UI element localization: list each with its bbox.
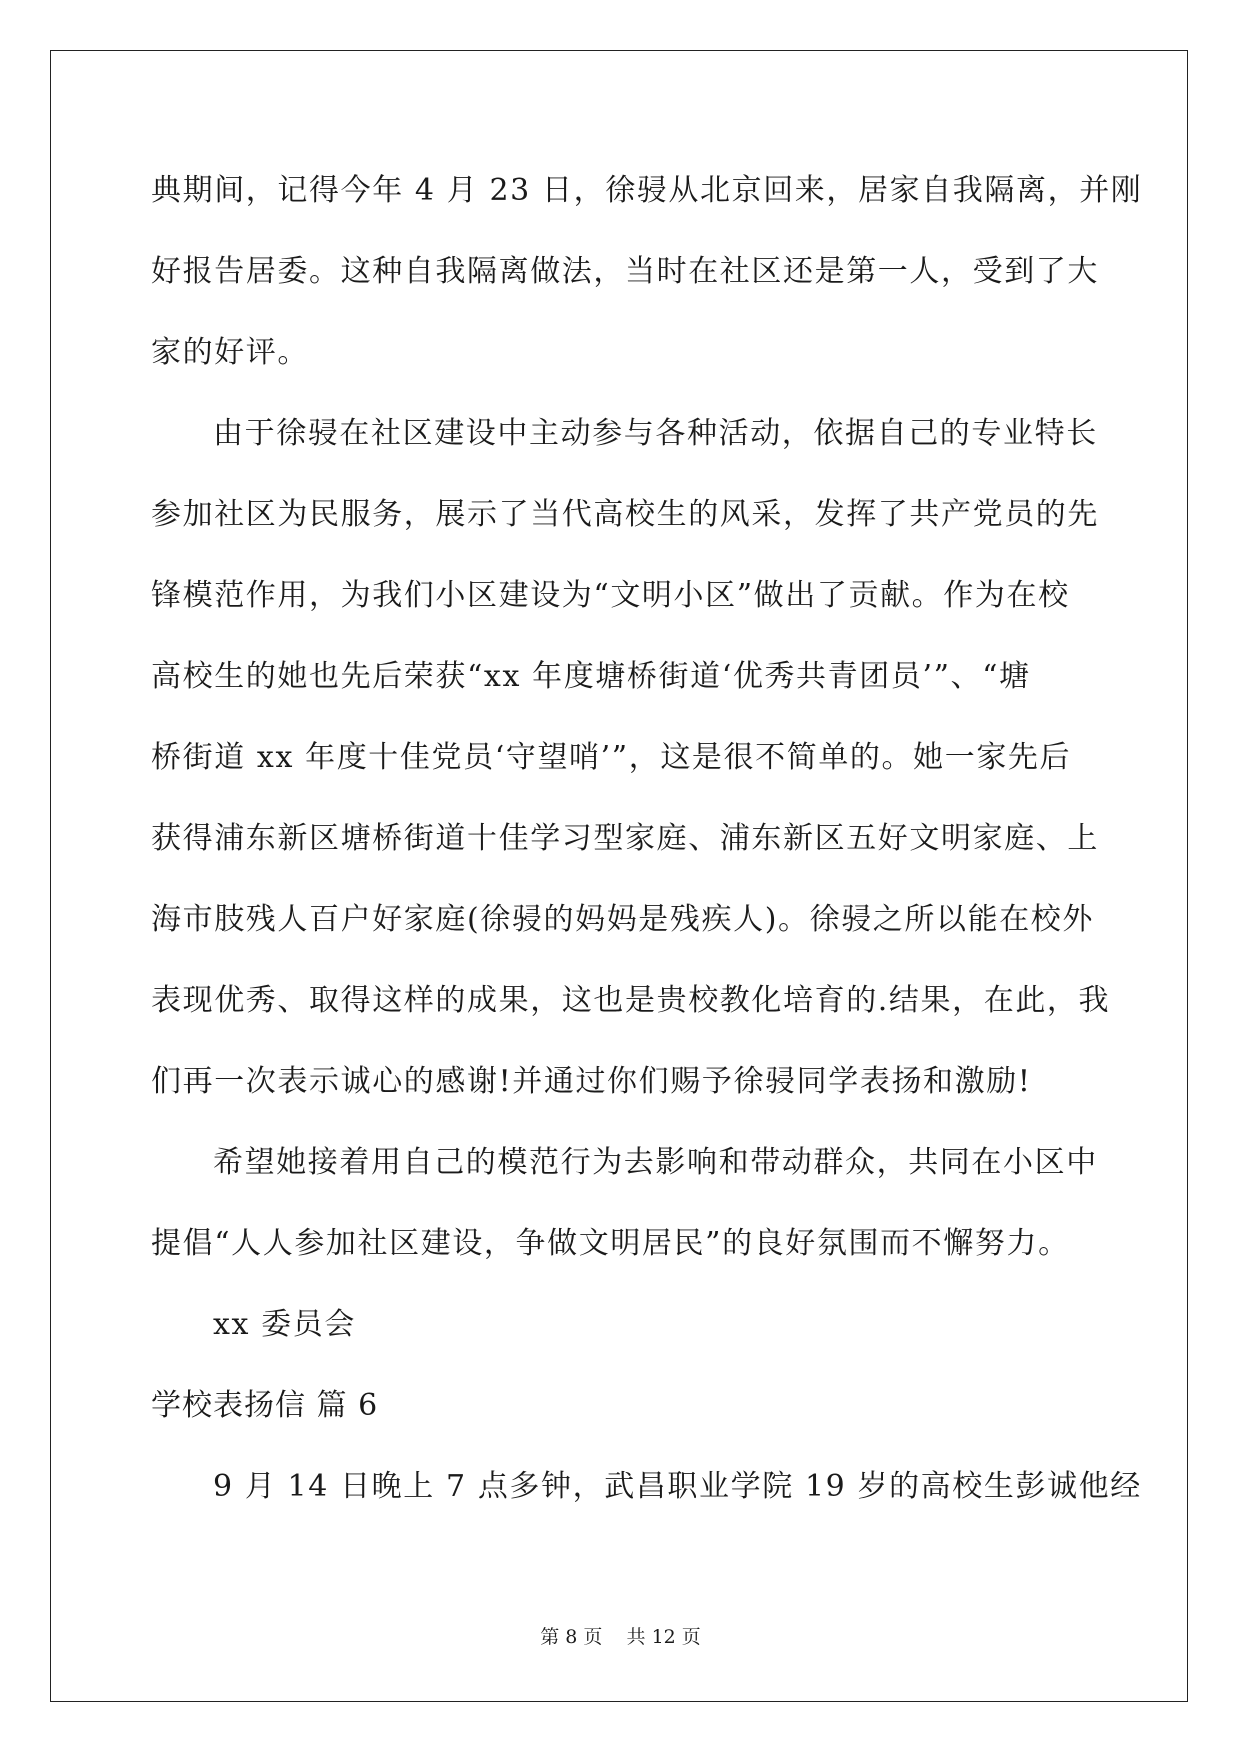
text-line: 好报告居委。这种自我隔离做法，当时在社区还是第一人，受到了大 [151, 254, 1099, 289]
paragraph-start-line: 由于徐骎在社区建设中主动参与各种活动，依据自己的专业特长 [213, 416, 1098, 451]
text-line: 高校生的她也先后荣获“xx 年度塘桥街道‘优秀共青团员’”、“塘 [151, 659, 1031, 694]
section-heading: 学校表扬信 篇 6 [151, 1388, 379, 1423]
page-number-footer: 第 8 页 共 12 页 [540, 1626, 701, 1648]
text-line: 们再一次表示诚心的感谢!并通过你们赐予徐骎同学表扬和激励! [151, 1064, 1032, 1099]
text-line: 提倡“人人参加社区建设，争做文明居民”的良好氛围而不懈努力。 [151, 1226, 1070, 1261]
text-line: 海市肢残人百户好家庭(徐骎的妈妈是残疾人)。徐骎之所以能在校外 [151, 902, 1095, 937]
text-line: 参加社区为民服务，展示了当代高校生的风采，发挥了共产党员的先 [151, 497, 1099, 532]
signature-line: xx 委员会 [213, 1307, 356, 1342]
paragraph-start-line: 9 月 14 日晚上 7 点多钟，武昌职业学院 19 岁的高校生彭诚他经 [213, 1469, 1142, 1504]
text-line: 典期间，记得今年 4 月 23 日，徐骎从北京回来，居家自我隔离，并刚 [151, 173, 1143, 208]
text-line: 桥街道 xx 年度十佳党员‘守望哨’”，这是很不简单的。她一家先后 [151, 740, 1072, 775]
text-line: 获得浦东新区塘桥街道十佳学习型家庭、浦东新区五好文明家庭、上 [151, 821, 1099, 856]
text-line: 锋模范作用，为我们小区建设为“文明小区”做出了贡献。作为在校 [151, 578, 1070, 613]
text-line: 家的好评。 [151, 335, 309, 370]
document-body [151, 150, 1143, 1527]
text-line: 表现优秀、取得这样的成果，这也是贵校教化培育的.结果，在此，我 [151, 983, 1111, 1018]
paragraph-start-line: 希望她接着用自己的模范行为去影响和带动群众，共同在小区中 [213, 1145, 1098, 1180]
